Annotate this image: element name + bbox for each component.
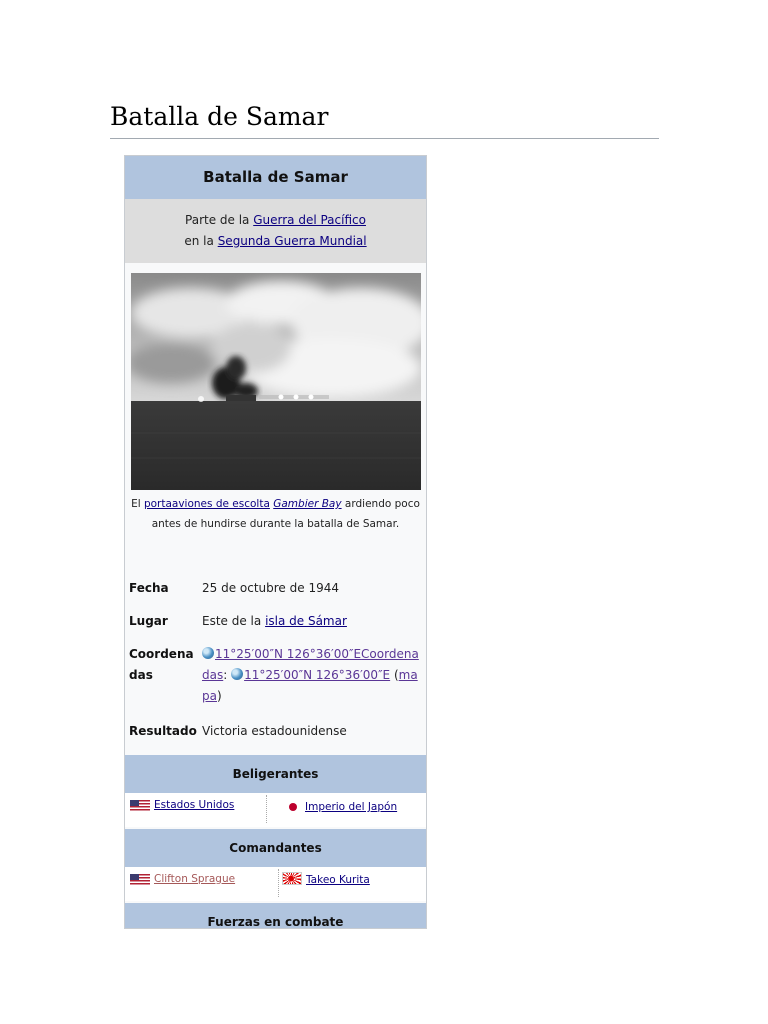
link-coord-2[interactable]: 11°25′00″N 126°36′00″E <box>244 668 391 682</box>
link-takeo-kurita[interactable]: Takeo Kurita <box>306 874 370 886</box>
coord-paren-open: ( <box>390 668 399 682</box>
section-fuerzas: Fuerzas en combate <box>125 903 426 929</box>
infobox-title: Batalla de Samar <box>125 156 426 199</box>
row-coordenadas-label: Coordenadas <box>129 647 194 682</box>
page-title: Batalla de Samar <box>110 100 659 139</box>
link-imperio-del-japon[interactable]: Imperio del Japón <box>305 801 398 813</box>
japan-flag-icon <box>289 803 297 811</box>
link-estados-unidos[interactable]: Estados Unidos <box>154 799 235 811</box>
part-of-prefix-1: Parte de la <box>185 213 254 227</box>
row-resultado-label: Resultado <box>129 724 197 738</box>
infobox <box>124 155 427 929</box>
coord-paren-close: ) <box>216 689 222 703</box>
battle-photo-graphic <box>131 273 421 490</box>
link-gambier-bay[interactable]: Gambier Bay <box>273 498 342 510</box>
rising-sun-flag-icon <box>282 872 302 885</box>
us-flag-icon <box>130 800 150 811</box>
caption-post: ardiendo poco antes de hundirse durante la batalla de Samar. <box>151 498 420 530</box>
beligerante-left <box>130 795 234 825</box>
globe-icon <box>202 647 214 659</box>
row-fecha-label: Fecha <box>129 581 169 595</box>
link-isla-de-samar[interactable]: isla de Sámar <box>265 614 347 628</box>
section-beligerantes: Beligerantes <box>125 755 426 793</box>
beligerante-right <box>287 795 397 825</box>
beligerantes-row <box>125 793 426 827</box>
comandante-left <box>130 869 235 899</box>
part-of-prefix-2: en la <box>184 234 218 248</box>
image-caption <box>125 490 426 534</box>
battle-photo[interactable] <box>131 273 421 490</box>
coord-colon: : <box>223 668 232 682</box>
link-portaaviones-de-escolta[interactable]: portaaviones de escolta <box>143 498 270 510</box>
beligerantes-divider <box>266 795 267 823</box>
link-clifton-sprague[interactable]: Clifton Sprague <box>154 873 236 885</box>
link-coordenadas[interactable]: Coordenadas <box>202 647 419 682</box>
infobox-part-of <box>125 199 426 263</box>
row-coordenadas-value <box>202 644 422 707</box>
caption-pre: El <box>131 498 144 510</box>
globe-icon <box>231 668 243 680</box>
section-comandantes: Comandantes <box>125 829 426 867</box>
link-coord-1[interactable]: 11°25′00″N 126°36′00″E <box>215 647 362 661</box>
row-lugar-value <box>202 611 422 632</box>
row-resultado-value: Victoria estadounidense <box>202 724 347 738</box>
us-flag-icon <box>130 874 150 885</box>
row-fecha-value: 25 de octubre de 1944 <box>202 581 339 595</box>
comandantes-row <box>125 867 426 901</box>
link-guerra-del-pacifico[interactable]: Guerra del Pacífico <box>253 213 366 227</box>
link-mapa[interactable]: mapa <box>202 668 418 703</box>
row-lugar-label: Lugar <box>129 614 168 628</box>
comandante-right <box>282 869 370 899</box>
comandantes-divider <box>278 869 279 897</box>
link-segunda-guerra-mundial[interactable]: Segunda Guerra Mundial <box>217 234 367 248</box>
row-lugar-prefix: Este de la <box>202 614 266 628</box>
